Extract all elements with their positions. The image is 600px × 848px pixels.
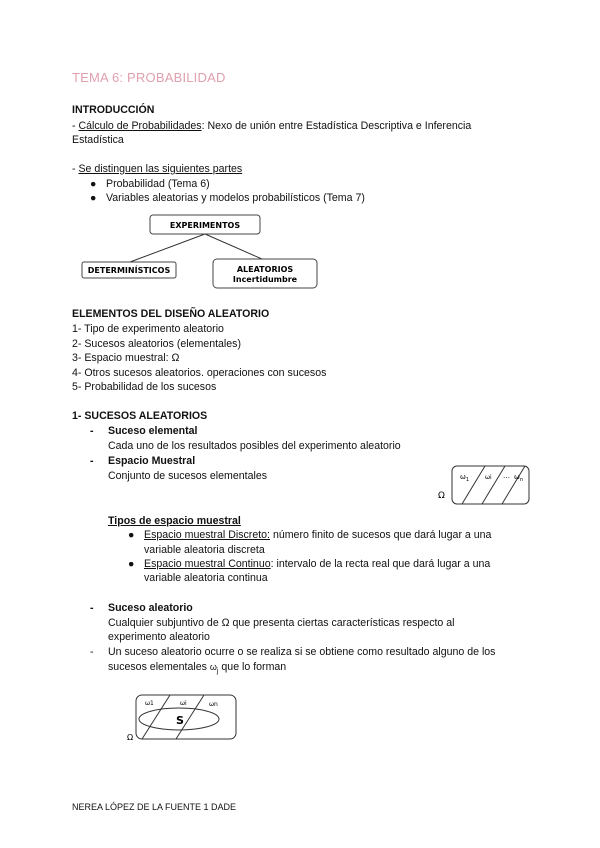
suceso-elemental-text: Cada uno de los resultados posibles del experimento aleatorio [108, 440, 401, 452]
tipo-text-continuation: variable aleatoria continua [144, 572, 268, 584]
omega-1-label: $\omega_1$ [460, 473, 470, 483]
ellipsis-label: … [503, 472, 510, 480]
diagram-root-label: EXPERIMENTOS [169, 221, 241, 230]
sucesos-heading: 1- SUCESOS ALEATORIOS [72, 410, 208, 422]
omega-n-label: ωn [209, 701, 218, 708]
espacio-muestral-label: Espacio Muestral [108, 455, 196, 467]
intro-heading: INTRODUCCIÓN [72, 104, 155, 116]
diagram-right-label-2: Incertidumbre [232, 275, 298, 284]
page-title: TEMA 6: PROBABILIDAD [72, 70, 226, 85]
tipo-text: número finito de sucesos que dará lugar a una [270, 529, 492, 541]
suceso-elemental-label: Suceso elemental [108, 425, 198, 437]
omega-label: Ω [438, 491, 445, 501]
tipos-heading: Tipos de espacio muestral [108, 515, 241, 527]
omega-1-label: ω1 [145, 700, 154, 707]
ocurre-text: Un suceso aleatorio ocurre o se realiza si se obtiene como resultado alguno de los [108, 646, 496, 658]
list-item: 2- Sucesos aleatorios (elementales) [72, 338, 241, 350]
omega-i-label: ωi [485, 474, 492, 481]
dash: - [90, 646, 94, 658]
tipo-label: Espacio muestral Continuo [144, 558, 271, 570]
dash: - [90, 602, 94, 614]
bullet-icon: ● [128, 529, 135, 541]
list-item: 3- Espacio muestral: Ω [72, 352, 180, 364]
omega-label: Ω [127, 733, 134, 742]
omega-subscript: j [216, 668, 219, 676]
diagram-left-label: DETERMINÍSTICOS [87, 266, 171, 275]
footer-author: NEREA LÓPEZ DE LA FUENTE 1 DADE [72, 802, 237, 812]
omega-i-label: ωi [180, 700, 187, 707]
espacio-muestral-text: Conjunto de sucesos elementales [108, 470, 268, 482]
calc-link-text: Cálculo de Probabilidades [78, 120, 202, 132]
elements-heading: ELEMENTOS DEL DISEÑO ALEATORIO [72, 308, 270, 320]
list-item: 5- Probabilidad de los sucesos [72, 381, 217, 393]
suceso-aleatorio-label: Suceso aleatorio [108, 602, 193, 614]
omega-n-label: $\omega_n$ [514, 473, 524, 483]
diagram-right-label-1: ALEATORIOS [236, 265, 294, 274]
bullet-icon: ● [90, 178, 97, 190]
bullet-icon: ● [90, 192, 97, 204]
suceso-aleatorio-text: Cualquier subjuntivo de Ω que presenta ciertas características respecto al [108, 617, 455, 629]
bullet-icon: ● [128, 558, 135, 570]
tipo-text-continuation: variable aleatoria discreta [144, 544, 265, 556]
dash: - [90, 425, 94, 437]
event-s-label: S [176, 714, 184, 727]
omega-symbol: ω [209, 662, 217, 672]
ocurre-text: que lo forman [218, 661, 287, 673]
list-item: 4- Otros sucesos aleatorios. operaciones con sucesos [72, 367, 327, 379]
tipo-label: Espacio muestral Discreto: [144, 529, 270, 541]
dash: - [90, 455, 94, 467]
calc-text: : Nexo de unión entre Estadística Descriptiva e Inferencia [201, 120, 472, 132]
dash: - [72, 163, 79, 175]
dash: - [72, 120, 79, 132]
list-item: 1- Tipo de experimento aleatorio [72, 323, 224, 335]
list-item-text: Probabilidad (Tema 6) [106, 178, 210, 190]
ocurre-text: sucesos elementales [108, 661, 210, 673]
parts-label: Se distinguen las siguientes partes [78, 163, 243, 175]
tipo-text: : intervalo de la recta real que dará lugar a una [270, 558, 491, 570]
list-item-text: Variables aleatorias y modelos probabilísticos (Tema 7) [106, 192, 365, 204]
intro-calc-line2: Estadística [72, 134, 124, 146]
suceso-aleatorio-text: experimento aleatorio [108, 631, 210, 643]
